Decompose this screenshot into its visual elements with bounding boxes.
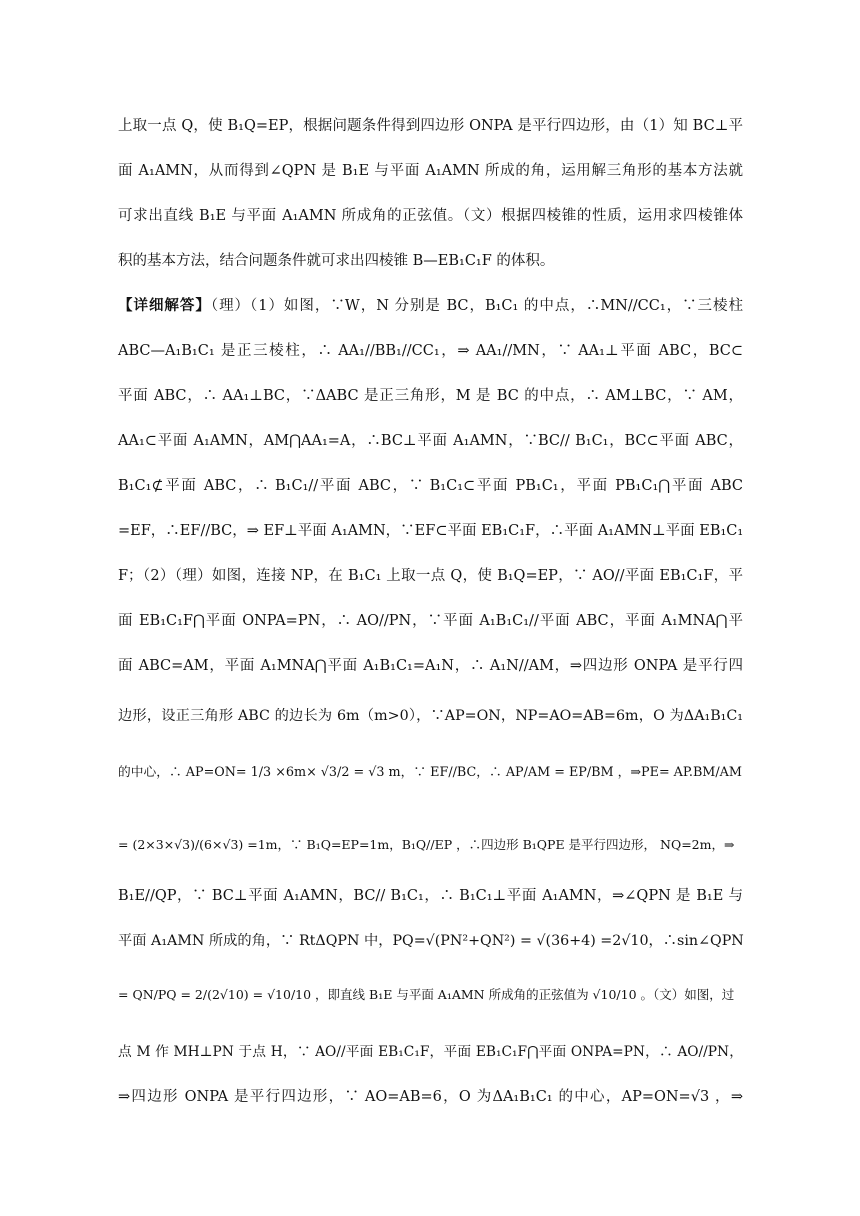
text-line: 点 M 作 MH⊥PN 于点 H，∵ AO//平面 EB₁C₁F，平面 EB₁C₁F⋂平面 ONPA=PN，∴ AO//PN， xyxy=(118,1044,743,1060)
text-line: B₁E//QP，∵ BC⊥平面 A₁AMN，BC// B₁C₁，∴ B₁C₁⊥平面 A₁AMN，⇒∠QPN 是 B₁E 与 xyxy=(118,888,743,904)
text-line: 平面 A₁AMN 所成的角，∵ RtΔQPN 中，PQ=√(PN²+QN²) = √(36+4) =2√10，∴sin∠QPN xyxy=(118,933,744,949)
text-line-heading xyxy=(118,296,743,316)
text-line: 积的基本方法，结合问题条件就可求出四棱锥 B—EB₁C₁F 的体积。 xyxy=(118,253,555,269)
text-line: ⇒四边形 ONPA 是平行四边形，∵ AO=AB=6，O 为ΔA₁B₁C₁ 的中心，AP=ON=√3 ，⇒ xyxy=(118,1089,743,1105)
text-line-formula: = QN/PQ = 2/(2√10) = √10/10 ，即直线 B₁E 与平面 A₁AMN 所成角的正弦值为 √10/10 。（文）如图，过 xyxy=(118,987,735,1002)
text-line: F；（2）（理）如图，连接 NP，在 B₁C₁ 上取一点 Q，使 B₁Q=EP，∵ AO//平面 EB₁C₁F，平 xyxy=(118,568,743,584)
detail-heading: 【详细解答】 xyxy=(118,297,211,314)
heading-line-text: （理）（1）如图，∵W，N 分别是 BC，B₁C₁ 的中点，∴MN//CC₁，∵三棱柱 xyxy=(210,298,744,314)
text-line: =EF，∴EF//BC，⇒ EF⊥平面 A₁AMN，∵EF⊂平面 EB₁C₁F，∴平面 A₁AMN⊥平面 EB₁C₁ xyxy=(118,523,744,539)
text-line-formula: = (2×3×√3)/(6×√3) =1m，∵ B₁Q=EP=1m，B₁Q//EP ，∴四边形 B₁QPE 是平行四边形， NQ=2m，⇒ xyxy=(118,837,735,852)
text-line: 边形，设正三角形 ABC 的边长为 6m（m>0），∵AP=ON，NP=AO=AB=6m，O 为ΔA₁B₁C₁ xyxy=(118,708,743,724)
text-line: 可求出直线 B₁E 与平面 A₁AMN 所成角的正弦值。（文）根据四棱锥的性质，运用求四棱锥体 xyxy=(118,208,743,224)
text-line: 上取一点 Q，使 B₁Q=EP，根据问题条件得到四边形 ONPA 是平行四边形，由（1）知 BC⊥平 xyxy=(118,118,743,134)
text-line-formula: 的中心，∴ AP=ON= 1/3 ×6m× √3/2 = √3 m，∵ EF//BC，∴ AP/AM = EP/BM ，⇒PE= AP.BM/AM xyxy=(118,765,742,780)
text-line: 面 EB₁C₁F⋂平面 ONPA=PN，∴ AO//PN，∵平面 A₁B₁C₁//平面 ABC，平面 A₁MNA⋂平 xyxy=(118,613,743,629)
text-line: 面 A₁AMN，从而得到∠QPN 是 B₁E 与平面 A₁AMN 所成的角，运用解三角形的基本方法就 xyxy=(118,163,743,179)
text-line: AA₁⊂平面 A₁AMN，AM⋂AA₁=A，∴BC⊥平面 A₁AMN，∵BC// B₁C₁，BC⊂平面 ABC， xyxy=(118,433,743,449)
text-line: B₁C₁⊄平面 ABC，∴ B₁C₁//平面 ABC，∵ B₁C₁⊂平面 PB₁C₁，平面 PB₁C₁⋂平面 ABC xyxy=(118,478,743,494)
text-line: 平面 ABC，∴ AA₁⊥BC，∵ΔABC 是正三角形，M 是 BC 的中点，∴ AM⊥BC，∵ AM， xyxy=(118,388,743,404)
text-line: ABC—A₁B₁C₁ 是正三棱柱，∴ AA₁//BB₁//CC₁，⇒ AA₁//MN，∵ AA₁⊥平面 ABC，BC⊂ xyxy=(118,343,743,359)
text-line: 面 ABC=AM，平面 A₁MNA⋂平面 A₁B₁C₁=A₁N，∴ A₁N//AM，⇒四边形 ONPA 是平行四 xyxy=(118,658,743,674)
